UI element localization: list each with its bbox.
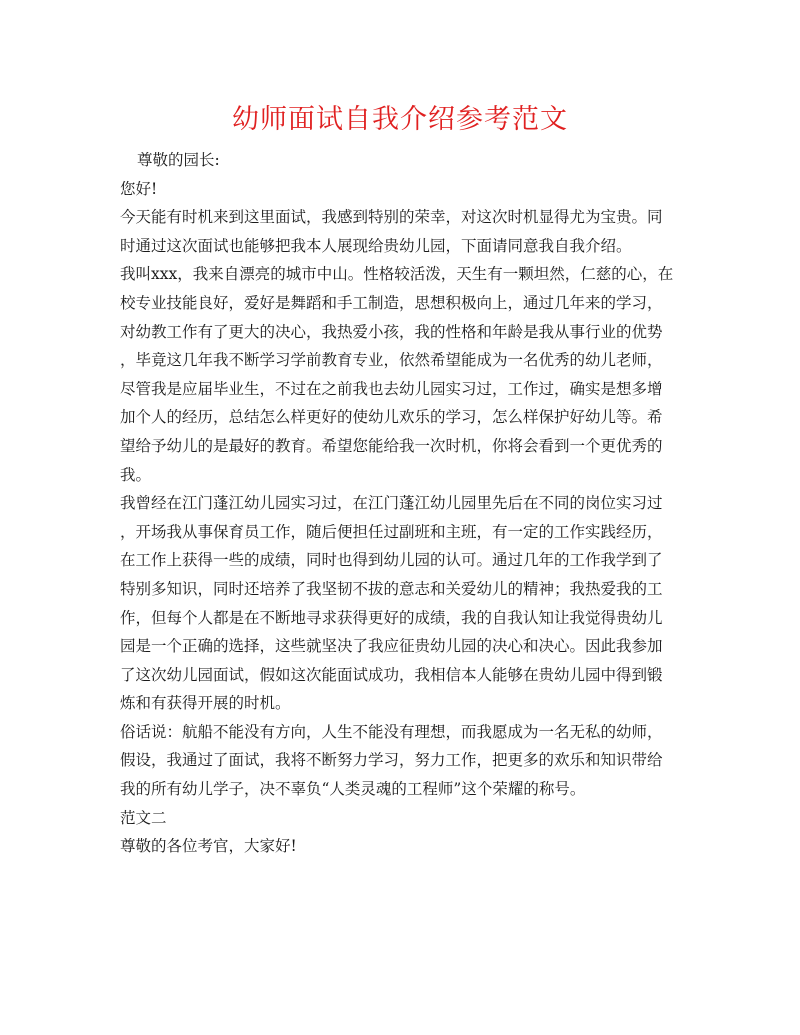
greeting-line: 尊敬的园长: xyxy=(137,151,220,169)
text-line: 炼和有获得开展的时机。 xyxy=(120,694,291,713)
text-line: 您好! xyxy=(120,179,158,198)
text-line: 对幼教工作有了更大的决心，我热爱小孩，我的性格和年龄是我从事行业的优势 xyxy=(120,322,663,341)
section-heading: 范文二 xyxy=(120,808,167,827)
text-line: 今天能有时机来到这里面试，我感到特别的荣幸，对这次时机显得尤为宝贵。同 xyxy=(120,208,663,227)
text-line: 在工作上获得一些的成绩，同时也得到幼儿园的认可。通过几年的工作我学到了 xyxy=(120,551,663,570)
text-line: 校专业技能良好，爱好是舞蹈和手工制造，思想积极向上，通过几年来的学习， xyxy=(120,293,663,312)
text-line: 尽管我是应届毕业生，不过在之前我也去幼儿园实习过，工作过，确实是想多增 xyxy=(120,379,663,398)
text-line: ，毕竟这几年我不断学习学前教育专业，依然希望能成为一名优秀的幼儿老师， xyxy=(120,351,663,370)
text-line: 园是一个正确的选择，这些就坚决了我应征贵幼儿园的决心和决心。因此我参加 xyxy=(120,637,663,656)
text-line: 我曾经在江门蓬江幼儿园实习过，在江门蓬江幼儿园里先后在不同的岗位实习过 xyxy=(120,494,663,513)
text-line: 我叫xxx，我来自漂亮的城市中山。性格较活泼，天生有一颗坦然，仁慈的心，在 xyxy=(120,265,674,284)
text-line: 望给予幼儿的是最好的教育。希望您能给我一次时机，你将会看到一个更优秀的 xyxy=(120,436,663,455)
document-title: 幼师面试自我介绍参考范文 xyxy=(232,104,568,135)
text-line: 假设，我通过了面试，我将不断努力学习，努力工作，把更多的欢乐和知识带给 xyxy=(120,751,663,770)
text-line: 加个人的经历，总结怎么样更好的使幼儿欢乐的学习，怎么样保护好幼儿等。希 xyxy=(120,408,663,427)
text-line: 我。 xyxy=(120,465,152,484)
text-line: ，开场我从事保育员工作，随后便担任过副班和主班，有一定的工作实践经历， xyxy=(120,522,663,541)
text-line: 俗话说：航船不能没有方向，人生不能没有理想，而我愿成为一名无私的幼师， xyxy=(120,722,663,741)
text-line: 了这次幼儿园面试，假如这次能面试成功，我相信本人能够在贵幼儿园中得到锻 xyxy=(120,665,663,684)
text-line: 尊敬的各位考官，大家好! xyxy=(120,837,297,856)
text-line: 我的所有幼儿学子，决不辜负“人类灵魂的工程师”这个荣耀的称号。 xyxy=(120,780,586,799)
text-line: 作，但每个人都是在不断地寻求获得更好的成绩，我的自我认知让我觉得贵幼儿 xyxy=(120,608,663,627)
text-line: 时通过这次面试也能够把我本人展现给贵幼儿园，下面请同意我自我介绍。 xyxy=(120,236,632,255)
document-body xyxy=(120,146,680,861)
text-line: 特别多知识，同时还培养了我坚韧不拔的意志和关爱幼儿的精神；我热爱我的工 xyxy=(120,579,663,598)
